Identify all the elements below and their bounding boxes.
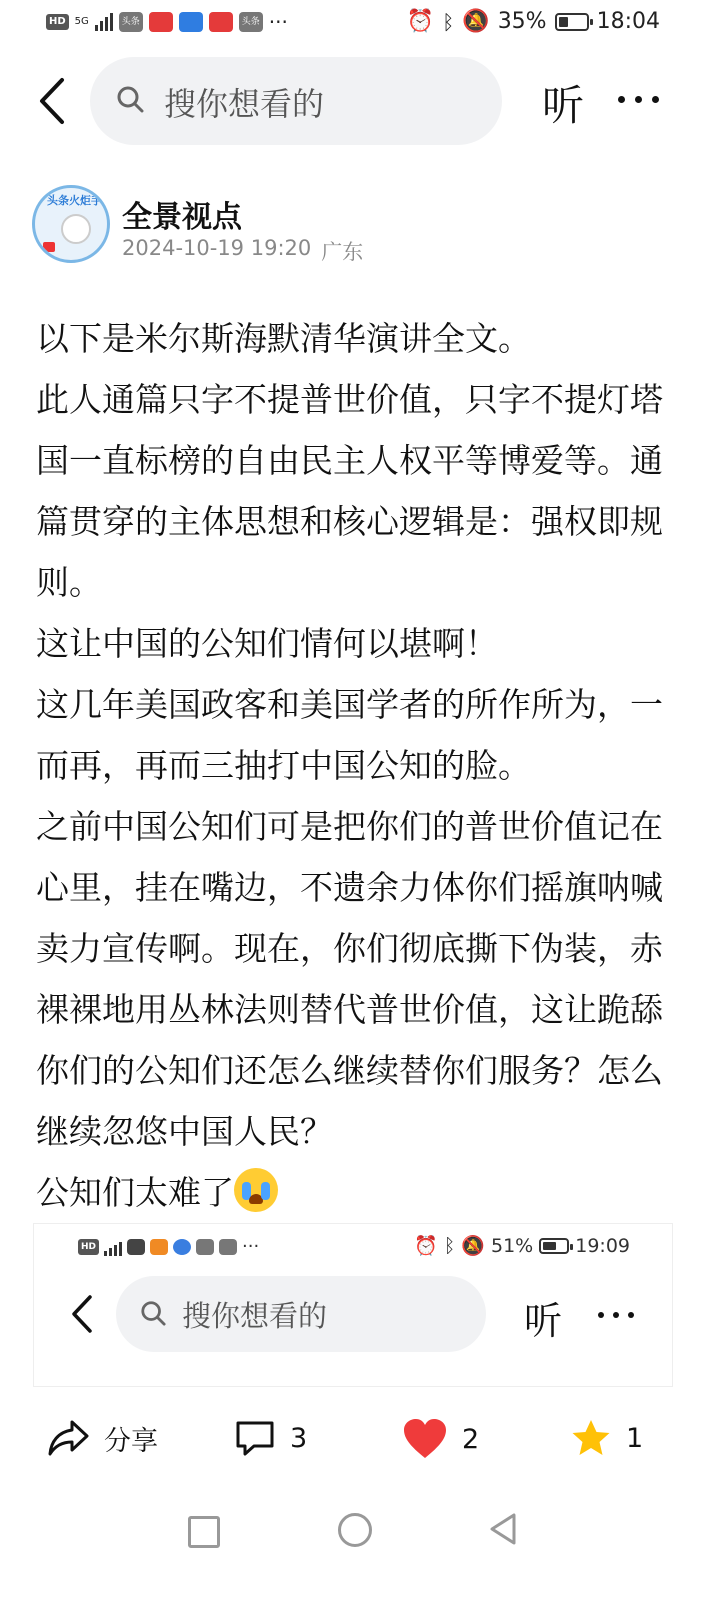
clock: 18:04	[596, 9, 660, 34]
toutiao-notification-icon: 头条	[239, 12, 263, 32]
article-paragraph-last	[36, 1162, 686, 1223]
favorite-count: 1	[626, 1422, 644, 1454]
article-paragraph: 此人通篇只字不提普世价值，只字不提灯塔国一直标榜的自由民主人权平等博爱等。通篇贯穿的主体思想和核心逻辑是：强权即规则。	[36, 380, 663, 602]
comment-icon	[234, 1418, 276, 1458]
article-paragraph: 这让中国的公知们情何以堪啊！	[36, 624, 498, 663]
article-body	[36, 308, 686, 1223]
battery-percent: 51%	[491, 1234, 534, 1257]
battery-icon	[539, 1238, 569, 1254]
torch-badge-icon	[43, 242, 55, 252]
more-options-icon[interactable]	[618, 96, 659, 103]
back-button[interactable]	[34, 76, 74, 126]
article-paragraph: 之前中国公知们可是把你们的普世价值记在心里，挂在嘴边，不遗余力体你们摇旗呐喊卖力宣传啊。现在，你们彻底撕下伪装，赤裸裸地用丛林法则替代普世价值，这让跪舔你们的公知们还怎么继续替你们服务？怎么继续忽悠中国人民？	[36, 807, 663, 1151]
more-notifications-icon: ···	[242, 1236, 260, 1257]
bluetooth-icon: ᛒ	[442, 9, 455, 34]
alarm-icon: ⏰	[414, 1235, 438, 1257]
author-name[interactable]: 全景视点	[122, 200, 242, 235]
mute-icon: 🔕	[461, 1235, 485, 1257]
home-icon[interactable]	[338, 1513, 372, 1547]
chevron-left-icon	[34, 76, 74, 126]
listen-button[interactable]: 听	[542, 81, 585, 130]
share-label: 分享	[104, 1425, 158, 1457]
system-back-icon[interactable]	[488, 1512, 518, 1546]
article-paragraph-text: 公知们太难了	[36, 1173, 234, 1212]
battery-percent: 35%	[497, 9, 547, 34]
recent-apps-icon[interactable]	[188, 1516, 220, 1548]
post-meta	[122, 236, 363, 266]
star-icon	[570, 1418, 612, 1458]
like-count: 2	[462, 1423, 480, 1455]
network-gen: 5G	[74, 16, 89, 27]
search-bar[interactable]	[90, 57, 502, 145]
signal-icon	[104, 1238, 122, 1256]
embedded-screenshot-image[interactable]	[34, 1224, 672, 1386]
search-placeholder: 搜你想看的	[164, 85, 325, 123]
toutiao-notification-icon	[196, 1239, 214, 1255]
search-placeholder: 搜你想看的	[182, 1299, 328, 1333]
comment-button[interactable]	[234, 1418, 307, 1458]
embedded-status-left	[78, 1236, 259, 1257]
shuttlecock-icon	[61, 214, 91, 244]
alarm-icon: ⏰	[406, 9, 435, 34]
toutiao-notification-icon	[219, 1239, 237, 1255]
hd-indicator: HD	[46, 14, 69, 30]
more-options-icon	[598, 1312, 634, 1318]
avatar-badge-text: 头条火炬手	[47, 194, 102, 207]
toutiao-notification-icon: 头条	[119, 12, 143, 32]
app-notification-icon	[150, 1239, 168, 1255]
share-icon	[46, 1418, 90, 1458]
listen-label: 听	[524, 1299, 563, 1343]
app-notification-icon	[209, 12, 233, 32]
app-notification-icon	[127, 1239, 145, 1255]
heart-icon	[402, 1418, 448, 1460]
more-notifications-icon: ···	[268, 10, 288, 34]
search-icon	[116, 85, 144, 113]
status-bar	[0, 0, 720, 44]
clock: 19:09	[575, 1234, 630, 1257]
embedded-status-right	[414, 1234, 630, 1257]
author-avatar[interactable]	[32, 185, 110, 263]
app-notification-icon	[179, 12, 203, 32]
article-paragraph: 以下是米尔斯海默清华演讲全文。	[36, 319, 531, 358]
post-location: 广东	[321, 240, 364, 264]
post-datetime: 2024-10-19 19:20	[122, 236, 312, 260]
embedded-search-bar	[116, 1276, 486, 1352]
crying-face-icon	[234, 1168, 278, 1212]
favorite-button[interactable]	[570, 1418, 643, 1458]
search-icon	[140, 1300, 166, 1326]
comment-count: 3	[290, 1422, 308, 1454]
share-button[interactable]	[46, 1418, 158, 1458]
article-paragraph: 这几年美国政客和美国学者的所作所为，一而再，再而三抽打中国公知的脸。	[36, 685, 663, 785]
battery-icon	[555, 13, 589, 31]
chevron-left-icon	[68, 1294, 96, 1334]
like-button[interactable]	[402, 1418, 479, 1460]
app-notification-icon	[173, 1239, 191, 1255]
app-notification-icon	[149, 12, 173, 32]
hd-indicator: HD	[78, 1239, 99, 1255]
mute-icon: 🔕	[462, 9, 490, 34]
signal-icon	[95, 13, 113, 31]
bluetooth-icon: ᛒ	[443, 1234, 456, 1257]
system-nav-bar	[0, 1500, 720, 1600]
action-bar	[0, 1400, 720, 1480]
